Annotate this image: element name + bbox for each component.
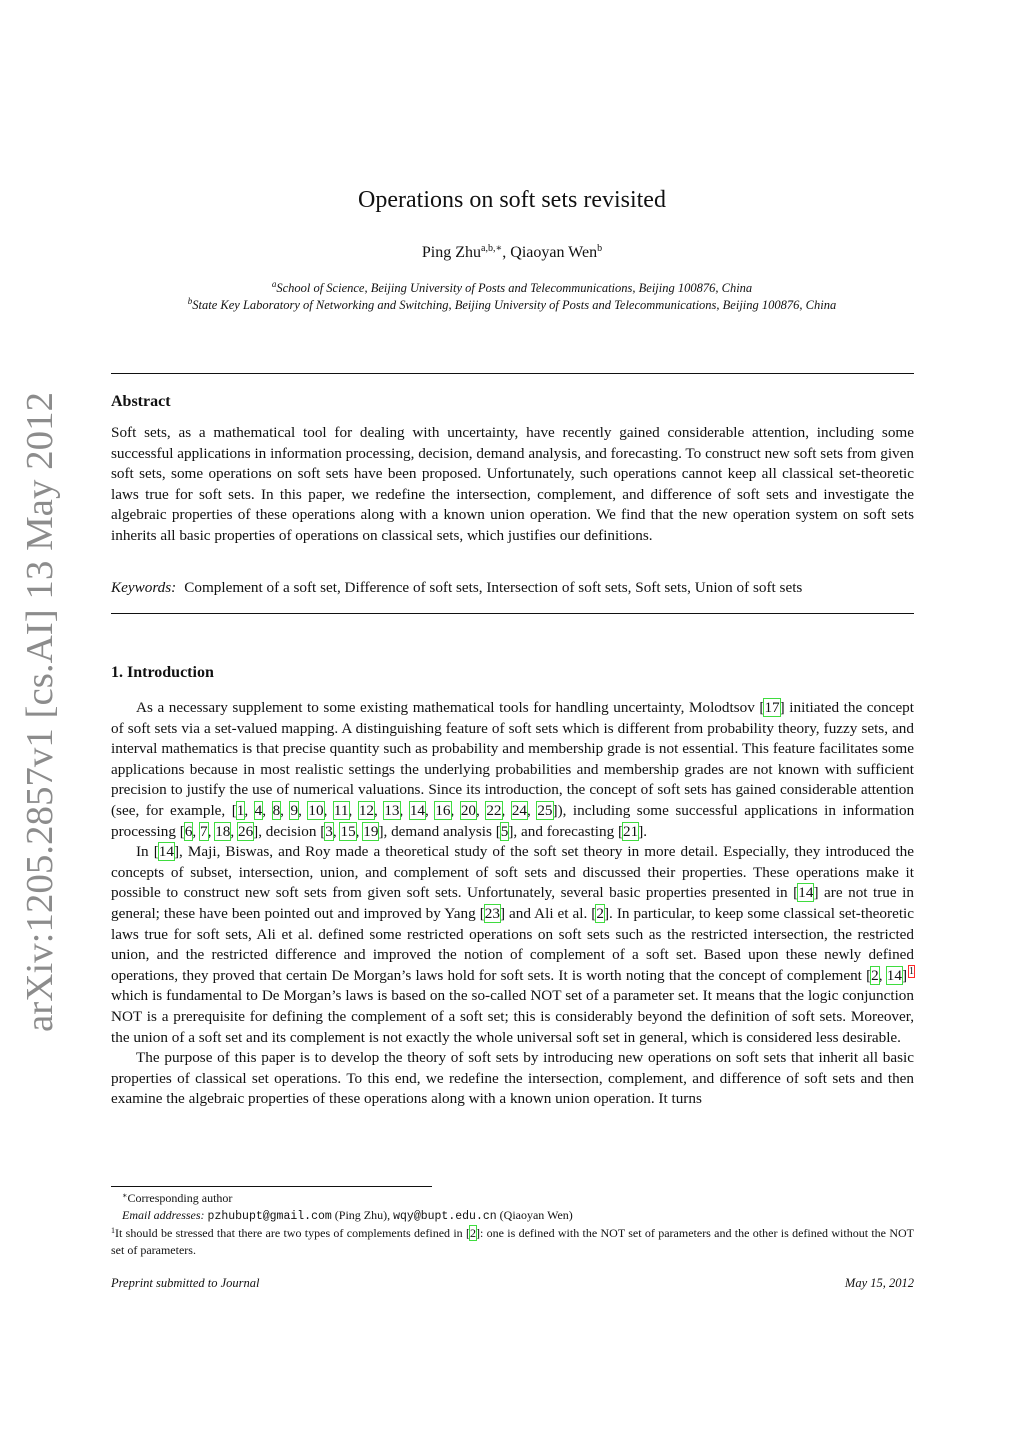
abstract-bottom-rule bbox=[111, 613, 914, 614]
text-run: ], demand analysis [ bbox=[378, 822, 501, 840]
text-run: As a necessary supplement to some existing mathematical tools for handling uncertainty, Molodtsov [ bbox=[136, 699, 765, 716]
citation-link[interactable]: 18 bbox=[215, 822, 231, 840]
introduction-body bbox=[111, 698, 914, 1110]
abstract-top-rule bbox=[111, 373, 914, 374]
citation-link[interactable]: 14 bbox=[886, 966, 902, 984]
footnotes bbox=[111, 1190, 914, 1258]
author-line bbox=[0, 242, 1024, 264]
citation-link[interactable]: 17 bbox=[764, 699, 780, 716]
text-run: ]), including some successful applications in information processing [ bbox=[111, 801, 915, 840]
paragraph bbox=[111, 698, 914, 842]
text-run: ], decision [ bbox=[253, 822, 326, 840]
affiliation-text: School of Science, Beijing University of Posts and Telecommunications, Beijing 100876, China bbox=[276, 281, 753, 295]
citation-link[interactable]: 14 bbox=[158, 843, 174, 861]
citation-link[interactable]: 5 bbox=[500, 822, 509, 840]
abstract-body: Soft sets, as a mathematical tool for dealing with uncertainty, have recently gained considerable attention, including some successful applications in information processing, decision, demand analysis, and forecasting. To construct new soft sets from given soft sets, some operations on soft sets have been proposed. Unfortunately, such operations cannot keep all classical set-theoretic laws true for soft sets. In this paper, we redefine the intersection, complement, and difference of soft sets and investigate the algebraic properties of these operations along with a known union operation. We find that the new operation system on soft sets inherits all basic properties of operations on classical sets, which justifies our definitions. bbox=[111, 424, 914, 544]
footnote-mark: ∗ bbox=[122, 1191, 128, 1200]
citation-link[interactable]: 1 bbox=[236, 801, 245, 819]
text-run: In [ bbox=[136, 843, 159, 861]
citation-link[interactable]: 7 bbox=[200, 822, 208, 840]
citation-link[interactable]: 15 bbox=[340, 822, 356, 840]
citation-link[interactable]: 2 bbox=[469, 1226, 476, 1240]
footnote-text: ]: one is defined with the NOT set of parameters and the other is defined without the NOT set of parameters. bbox=[111, 1226, 914, 1257]
footnote-rule bbox=[111, 1186, 432, 1187]
citation-link[interactable]: 22 bbox=[486, 801, 502, 819]
citation-link[interactable]: 10 bbox=[308, 801, 324, 819]
citation-link[interactable]: 9 bbox=[290, 801, 299, 819]
citation-link[interactable]: 24 bbox=[511, 801, 528, 819]
affiliation-mark: b bbox=[187, 296, 193, 306]
citation-link[interactable]: 14 bbox=[798, 884, 814, 902]
email-link[interactable]: pzhubupt@gmail.com bbox=[207, 1209, 332, 1223]
email-label: Email addresses: bbox=[122, 1207, 205, 1222]
citation-link[interactable]: 2 bbox=[871, 966, 879, 984]
footnote-1 bbox=[111, 1225, 914, 1258]
email-note bbox=[111, 1207, 914, 1226]
text-run: ] and Ali et al. [ bbox=[499, 904, 597, 922]
text-run: ]. bbox=[638, 822, 648, 840]
citation-group: 3, 15, 19 bbox=[325, 822, 379, 840]
keywords-label: Keywords: bbox=[111, 579, 177, 596]
keywords-text: Complement of a soft set, Difference of soft sets, Intersection of soft sets, Soft sets, Union of soft sets bbox=[184, 579, 803, 596]
citation-link[interactable]: 26 bbox=[237, 822, 254, 840]
affiliation-text: State Key Laboratory of Networking and Switching, Beijing University of Posts and Telecommunications, Beijing 100876, China bbox=[192, 298, 837, 312]
affiliation-b bbox=[0, 297, 1024, 314]
footnote-text: It should be stressed that there are two types of complements defined in [ bbox=[115, 1226, 470, 1240]
author-affiliation-marks[interactable]: a,b,∗ bbox=[481, 243, 503, 254]
affiliation-a bbox=[0, 280, 1024, 297]
preprint-date: May 15, 2012 bbox=[844, 1276, 914, 1290]
citation-link[interactable]: 21 bbox=[623, 822, 639, 840]
citation-link[interactable]: 8 bbox=[272, 801, 281, 819]
author-name: Qiaoyan Wen bbox=[510, 244, 598, 261]
paragraph bbox=[111, 842, 914, 1048]
citation-link[interactable]: 23 bbox=[484, 904, 500, 922]
keywords bbox=[111, 578, 914, 598]
author-name: Ping Zhu bbox=[421, 244, 482, 261]
citation-link[interactable]: 3 bbox=[325, 822, 333, 840]
citation-group: 6, 7, 18, 26 bbox=[184, 822, 254, 840]
footnote-text: (Qiaoyan Wen) bbox=[496, 1207, 573, 1222]
footnote-text: (Ping Zhu), bbox=[331, 1207, 394, 1222]
section-heading: 1. Introduction bbox=[111, 664, 214, 681]
citation-link[interactable]: 2 bbox=[596, 904, 604, 922]
text-run: , bbox=[878, 966, 887, 984]
citation-link[interactable]: 25 bbox=[537, 801, 553, 819]
citation-link[interactable]: 20 bbox=[460, 801, 477, 819]
text-run: ] initiated the concept of soft sets via a set-valued mapping. A distinguishing feature of soft sets which is different from probability theory, fuzzy sets, and interval mathematics is that precise quantity such as probability and membership grade is not essential. This feature facilitates some applications because in most realistic settings the underlying probabilities and membership grades are not known with sufficient precision to justify the use of numerical valuations. Since its introduction, the concept of soft sets has gained considerable attention (see, for example, [ bbox=[111, 699, 914, 819]
citation-link[interactable]: 13 bbox=[384, 801, 400, 819]
paragraph: The purpose of this paper is to develop the theory of soft sets by introducing new operations on soft sets that inherit all basic properties of classical set operations. To this end, we redefine the intersection, complement, and difference of soft sets and then examine the algebraic properties of these operations along with a known union operation. It turns bbox=[111, 1049, 914, 1108]
citation-link[interactable]: 14 bbox=[409, 801, 426, 819]
text-run: ], Maji, Biswas, and Roy made a theoretical study of the soft set theory in more detail. Especially, they introduced the concepts of subset, intersection, union, and complement of soft sets and discussed their properties. These operations make it possible to construct new soft sets from given soft sets. Unfortunately, several basic properties presented in [ bbox=[111, 843, 914, 902]
citation-link[interactable]: 19 bbox=[363, 822, 379, 840]
arxiv-identifier[interactable]: arXiv:1205.2857v1 [cs.AI] 13 May 2012 bbox=[19, 407, 61, 1032]
text-run: ], and forecasting [ bbox=[508, 822, 624, 840]
abstract-heading: Abstract bbox=[111, 393, 171, 410]
citation-link[interactable]: 16 bbox=[435, 801, 451, 819]
footnote-link[interactable]: 1 bbox=[909, 965, 914, 977]
footnote-mark: 1 bbox=[111, 1226, 115, 1235]
email-link[interactable]: wqy@bupt.edu.cn bbox=[393, 1209, 497, 1223]
paper-title: Operations on soft sets revisited bbox=[358, 187, 666, 213]
text-run: ]. In particular, to keep some classical set-theoretic laws true for soft sets, Ali et al. defined some restricted operations on soft sets such as the restricted intersection, the restricted union, and the restricted difference and improved the notion of complement of a soft set. Based upon these newly defined operations, they proved that certain De Morgan’s laws hold for soft sets. It is worth noting that the concept of complement [ bbox=[111, 904, 914, 984]
corresponding-author-note bbox=[111, 1190, 914, 1207]
text-run: ] bbox=[901, 966, 907, 984]
citation-link[interactable]: 11 bbox=[333, 801, 349, 819]
citation-group: 1, 4, 8, 9, 10, 11, 12, 13, 14, 16, 20, 22, 24, 25 bbox=[236, 801, 553, 819]
citation-link[interactable]: 4 bbox=[254, 801, 263, 819]
footnote-text: Corresponding author bbox=[127, 1191, 233, 1205]
text-run: ] are not true in general; these have been pointed out and improved by Yang [ bbox=[111, 884, 914, 922]
arxiv-stamp[interactable] bbox=[4, 380, 66, 1040]
author-affiliation-marks[interactable]: b bbox=[597, 243, 603, 254]
text-run: which is fundamental to De Morgan’s laws is based on the so-called NOT set of a parameter set. It means that the logic conjunction NOT is a prerequisite for defining the complement of a soft set; this is considerably beyond the definition of soft sets. Moreover, the union of a soft set and its complement is not exactly the whole universal soft set in general, which is considered less desirable. bbox=[111, 987, 914, 1046]
author-separator: , bbox=[502, 244, 511, 261]
citation-link[interactable]: 12 bbox=[358, 801, 375, 819]
citation-link[interactable]: 6 bbox=[184, 822, 193, 840]
preprint-note: Preprint submitted to Journal bbox=[111, 1276, 260, 1290]
affiliation-mark: a bbox=[271, 279, 277, 289]
